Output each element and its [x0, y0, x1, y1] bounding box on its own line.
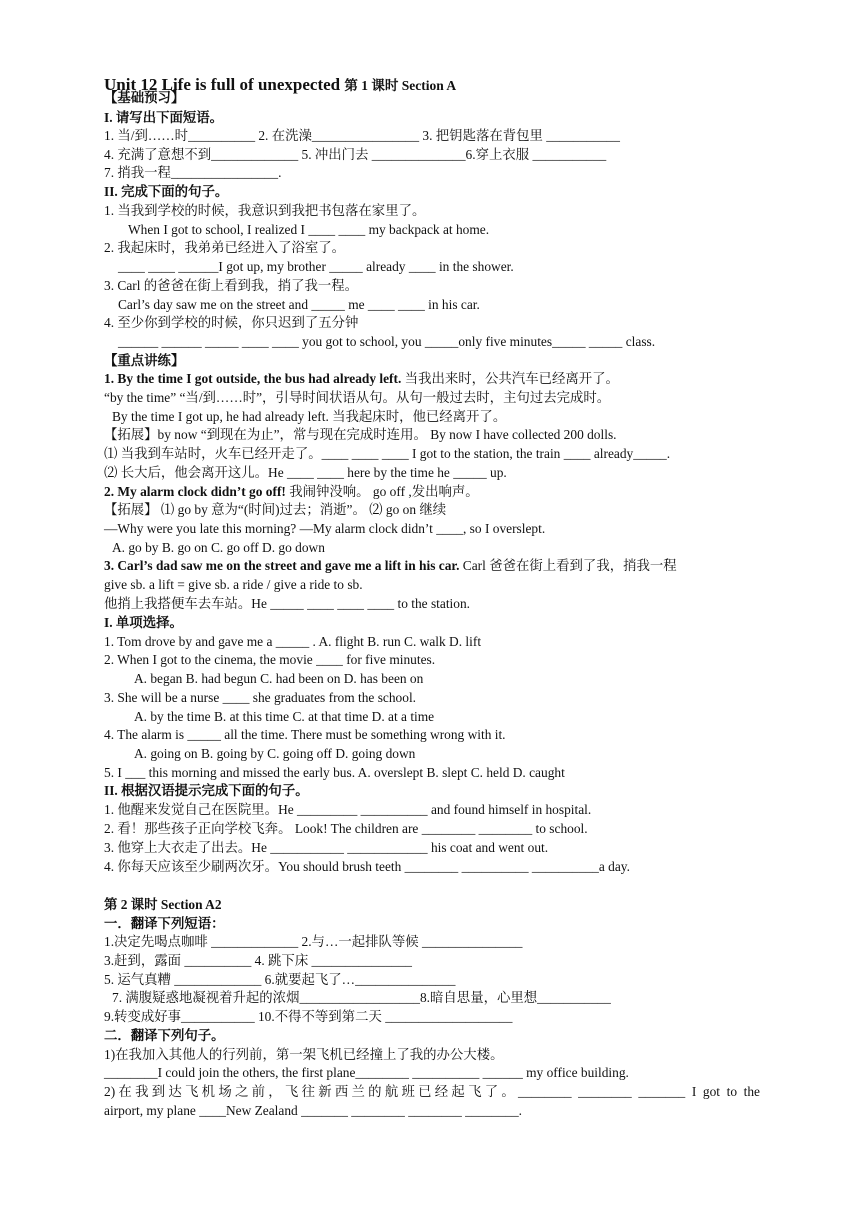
text-line: 5. I ___ this morning and missed the early bus. A. overslept B. slept C. held D. caught — [104, 765, 565, 780]
text-line: ________I could join the others, the first plane________ __________ ______ my office building. — [104, 1065, 629, 1080]
text-line: 2. When I got to the cinema, the movie ____ for five minutes. — [104, 652, 436, 667]
text-line: 2. 我起床时，我弟弟已经进入了浴室了。 — [104, 240, 346, 255]
text-line: 3. 他穿上大衣走了出去。He ___________ ____________ his coat and went out. — [104, 840, 549, 855]
text-line: 【拓展】by now “到现在为止”，常与现在完成时连用。 By now I have collected 200 dolls. — [104, 427, 617, 442]
text-line: 4. The alarm is _____ all the time. There must be something wrong with it. — [104, 727, 506, 742]
text-line: 4. 你每天应该至少刷两次牙。You should brush teeth ________ __________ __________a day. — [104, 859, 630, 874]
text-line — [104, 483, 760, 501]
text-line: 1)在我加入其他人的行列前，第一架飞机已经撞上了我的办公大楼。 — [104, 1047, 504, 1062]
text-line: 5. 运气真糟 _____________ 6.就要起飞了…_______________ — [104, 972, 456, 987]
text-line: 一．翻译下列短语： — [104, 916, 225, 931]
text-line: 7. 捎我一程________________. — [104, 165, 282, 180]
text-line: II. 完成下面的句子。 — [104, 184, 229, 199]
key-sentence: 2. My alarm clock didn’t go off! — [104, 484, 286, 499]
text-line: 1. 当/到……时__________ 2. 在洗澡________________ 3. 把钥匙落在背包里 ___________ — [104, 128, 620, 143]
text-line: A. began B. had begun C. had been on D. has been on — [134, 671, 424, 686]
text-line: A. going on B. going by C. going off D. going down — [134, 746, 416, 761]
text-line: I. 请写出下面短语。 — [104, 110, 224, 125]
text-line — [104, 557, 760, 575]
text-line: 1. Tom drove by and gave me a _____ . A. flight B. run C. walk D. lift — [104, 634, 482, 649]
text-line: ____ ____ ______I got up, my brother _____ already ____ in the shower. — [118, 259, 514, 274]
text-line: 2. 看！那些孩子正向学校飞奔。 Look! The children are ________ ________ to school. — [104, 821, 588, 836]
translation: 当我出来时，公共汽车已经离开了。 — [401, 371, 619, 386]
text-line: I. 单项选择。 — [104, 615, 183, 630]
text-line: 他捎上我搭便车去车站。He _____ ____ ____ ____ to the station. — [104, 596, 470, 611]
text-line: 二．翻译下列句子。 — [104, 1028, 225, 1043]
text-line: —Why were you late this morning? —My alarm clock didn’t ____, so I overslept. — [104, 521, 546, 536]
text-line: 1.决定先喝点咖啡 _____________ 2.与…一起排队等候 _______________ — [104, 934, 523, 949]
text-line: 4. 至少你到学校的时候，你只迟到了五分钟 — [104, 315, 359, 330]
text-line: airport, my plane ____New Zealand _______ ________ ________ ________. — [104, 1103, 523, 1118]
text-line: 7. 满腹疑惑地凝视着升起的浓烟__________________8.暗自思量，心里想___________ — [112, 990, 611, 1005]
text-line: 1. 当我到学校的时候，我意识到我把书包落在家里了。 — [104, 203, 426, 218]
title-lesson: 第 1 课时 Section A — [344, 78, 457, 93]
text-line: 3. She will be a nurse ____ she graduates from the school. — [104, 690, 417, 705]
text-line: ______ ______ _____ ____ ____ you got to school, you _____only five minutes_____ _____ class. — [118, 334, 656, 349]
text-line: 【基础预习】 — [104, 90, 185, 105]
text-line: II. 根据汉语提示完成下面的句子。 — [104, 783, 309, 798]
text-line: 1. 他醒来发觉自己在医院里。He _________ __________ and found himself in hospital. — [104, 802, 592, 817]
text-line: A. by the time B. at this time C. at that time D. at a time — [134, 709, 435, 724]
text-line: give sb. a lift = give sb. a ride / give a ride to sb. — [104, 577, 363, 592]
key-sentence: 3. Carl’s dad saw me on the street and gave me a lift in his car. — [104, 558, 460, 573]
key-sentence: 1. By the time I got outside, the bus had already left. — [104, 371, 402, 386]
text-line: 3. Carl 的爸爸在街上看到我，捎了我一程。 — [104, 278, 359, 293]
text-line: 第 2 课时 Section A2 — [104, 897, 222, 912]
text-line: 【拓展】 ⑴ go by 意为“(时间)过去；消逝”。 ⑵ go on 继续 — [104, 502, 447, 517]
text-line: “by the time” “当/到……时”，引导时间状语从句。从句一般过去时，主句过去完成时。 — [104, 390, 611, 405]
text-line: 4. 充满了意想不到_____________ 5. 冲出门去 ______________6.穿上衣服 ___________ — [104, 147, 607, 162]
text-line: ⑵ 长大后，他会离开这儿。He ____ ____ here by the time he _____ up. — [104, 465, 507, 480]
translation: 我闹钟没响。 go off ,发出响声。 — [285, 484, 479, 499]
text-line: A. go by B. go on C. go off D. go down — [112, 540, 325, 555]
text-line: By the time I got up, he had already left. 当我起床时，他已经离开了。 — [112, 409, 507, 424]
translation: Carl 爸爸在街上看到了我，捎我一程 — [459, 558, 677, 573]
text-line — [104, 370, 760, 388]
text-line: When I got to school, I realized I ____ ____ my backpack at home. — [128, 222, 490, 237]
text-line: 2)在我到达飞机场之前，飞往新西兰的航班已经起飞了。________ ________ _______ I got to the — [104, 1084, 760, 1099]
text-line: Carl’s day saw me on the street and _____ me ____ ____ in his car. — [118, 297, 480, 312]
title-main: Unit 12 Life is full of unexpected — [104, 75, 341, 94]
text-line: 【重点讲练】 — [104, 353, 185, 368]
text-line: ⑴ 当我到车站时，火车已经开走了。____ ____ ____ I got to the station, the train ____ already_____. — [104, 446, 671, 461]
text-line: 3.赶到，露面 __________ 4. 跳下床 _______________ — [104, 953, 412, 968]
text-line: 9.转变成好事___________ 10.不得不等到第二天 ___________________ — [104, 1009, 513, 1024]
